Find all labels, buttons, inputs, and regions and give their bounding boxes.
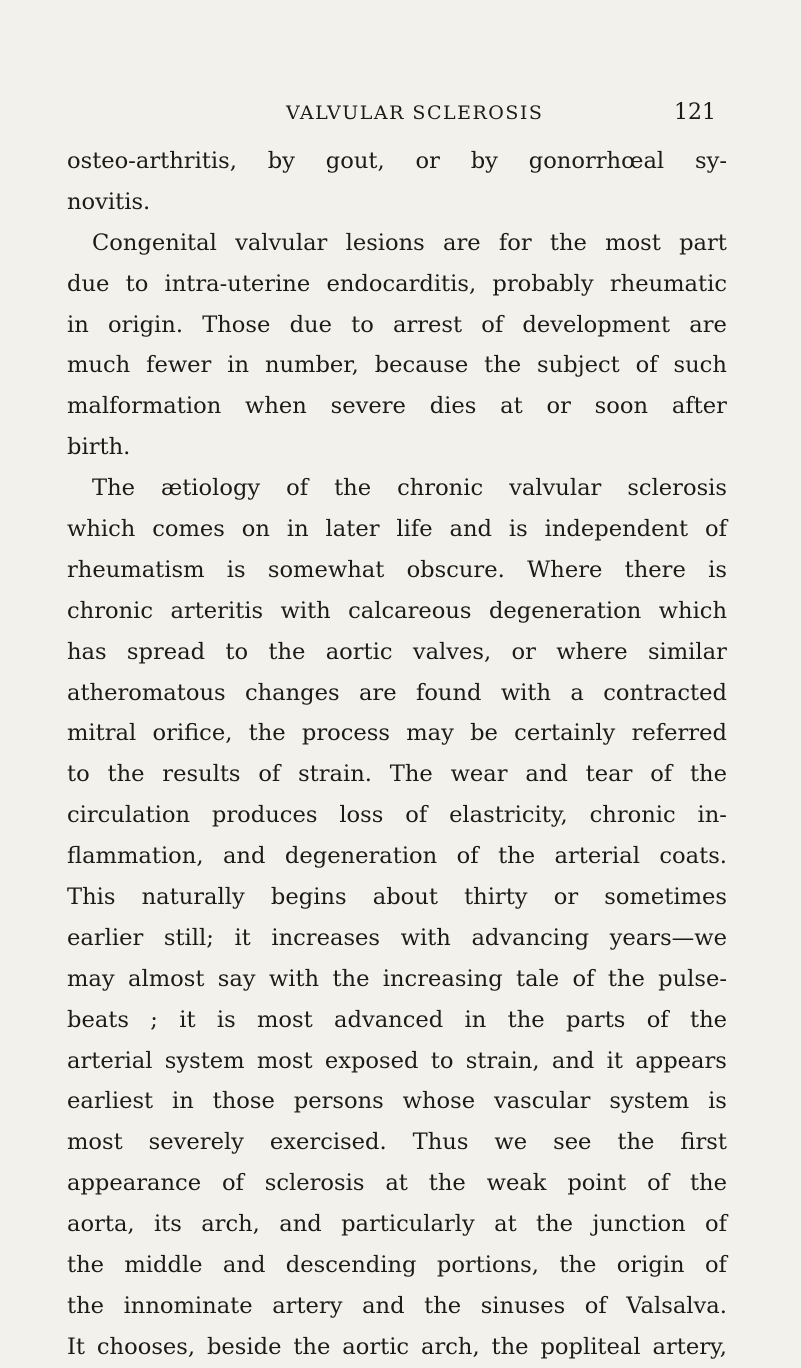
word: persons xyxy=(293,1088,384,1115)
word: arch, xyxy=(201,1211,260,1238)
body-text xyxy=(67,141,727,1368)
text-line xyxy=(67,1041,727,1082)
word: of xyxy=(646,1006,669,1033)
word: most xyxy=(605,229,661,256)
word: exposed xyxy=(324,1047,419,1074)
word: beside xyxy=(206,1333,282,1360)
word: the xyxy=(334,475,372,502)
word: its xyxy=(153,1211,182,1238)
word: degeneration xyxy=(488,597,642,624)
text-line xyxy=(67,468,727,509)
text-line xyxy=(67,141,727,182)
word: the xyxy=(484,352,522,379)
word: increases xyxy=(271,924,381,951)
word: the xyxy=(536,1211,574,1238)
word: the xyxy=(248,720,286,747)
word: innominate xyxy=(123,1292,253,1319)
word: appears xyxy=(635,1047,727,1074)
word: sclerosis xyxy=(264,1170,365,1197)
text-line xyxy=(67,427,727,468)
word: has xyxy=(67,638,107,665)
word: comes xyxy=(152,516,225,543)
word: is xyxy=(226,556,246,583)
word: coats. xyxy=(659,843,727,870)
word: by xyxy=(267,148,295,174)
word: the xyxy=(559,1252,597,1279)
text-line xyxy=(67,632,727,673)
word: of xyxy=(572,965,595,992)
text-line xyxy=(67,1204,727,1245)
word: most xyxy=(257,1006,313,1033)
word: subject xyxy=(537,352,620,379)
text-line xyxy=(67,182,727,223)
text-line xyxy=(67,509,727,550)
word: arterial xyxy=(554,843,640,870)
text-line xyxy=(67,264,727,305)
word: This xyxy=(67,884,116,911)
word: rheumatism xyxy=(67,556,205,583)
text-line xyxy=(67,673,727,714)
page-number: 121 xyxy=(674,100,716,125)
word: and xyxy=(525,761,568,788)
word: about xyxy=(372,884,438,911)
word: of xyxy=(647,1170,670,1197)
word: popliteal xyxy=(540,1333,641,1360)
word: at xyxy=(500,393,523,420)
word: severely xyxy=(148,1129,244,1156)
word: degeneration xyxy=(284,843,438,870)
word: circulation xyxy=(67,802,191,829)
word: independent xyxy=(544,516,689,543)
word: Valsalva. xyxy=(626,1292,727,1319)
word: found xyxy=(415,679,482,706)
word: see xyxy=(553,1129,592,1156)
word: in xyxy=(286,516,309,543)
word: valvular xyxy=(235,229,328,256)
word: calcareous xyxy=(348,597,472,624)
text-line xyxy=(67,1245,727,1286)
word: we xyxy=(494,1129,528,1156)
word: a xyxy=(570,679,584,706)
word: the xyxy=(424,1292,462,1319)
word: aortic xyxy=(325,638,393,665)
word: chronic xyxy=(67,597,154,624)
word: ; xyxy=(150,1006,158,1033)
word: the xyxy=(549,229,587,256)
word: tale xyxy=(516,965,560,992)
text-line xyxy=(67,1122,727,1163)
word: The xyxy=(92,475,135,502)
word: to xyxy=(225,638,249,665)
word: after xyxy=(671,393,727,420)
word: of xyxy=(456,843,479,870)
word: with xyxy=(400,924,451,951)
word: results xyxy=(162,761,241,788)
word: mitral xyxy=(67,720,137,747)
word: say xyxy=(217,965,256,992)
text-line xyxy=(67,550,727,591)
word: artery, xyxy=(652,1333,727,1360)
word: of xyxy=(221,1170,244,1197)
word: development xyxy=(522,311,671,338)
word: or xyxy=(546,393,571,420)
word: the xyxy=(617,1129,655,1156)
word: particularly xyxy=(341,1211,475,1238)
word: system xyxy=(609,1088,690,1115)
word: sclerosis xyxy=(627,475,727,502)
word: for xyxy=(498,229,532,256)
word: spread xyxy=(126,638,206,665)
word: contracted xyxy=(603,679,727,706)
text-line xyxy=(67,1081,727,1122)
word: much xyxy=(67,352,131,379)
word: chronic xyxy=(397,475,484,502)
word: of xyxy=(650,761,673,788)
word: Thus xyxy=(412,1129,469,1156)
word: certainly xyxy=(514,720,616,747)
word: dies xyxy=(429,393,477,420)
word: ætiology xyxy=(160,475,261,502)
word: orifice, xyxy=(152,720,233,747)
word: to xyxy=(430,1047,454,1074)
word: appearance xyxy=(67,1170,202,1197)
word: the xyxy=(689,1006,727,1033)
word: naturally xyxy=(141,884,245,911)
word: due xyxy=(67,270,110,297)
word: advanced xyxy=(334,1006,444,1033)
word: the xyxy=(507,1006,545,1033)
word: it xyxy=(606,1047,623,1074)
word: parts xyxy=(565,1006,626,1033)
running-head xyxy=(70,96,720,130)
word: such xyxy=(673,352,727,379)
word: origin xyxy=(616,1252,685,1279)
word: which xyxy=(658,597,727,624)
paragraph xyxy=(67,223,727,468)
word: fewer xyxy=(146,352,212,379)
word: exercised. xyxy=(269,1129,387,1156)
word: atheromatous xyxy=(67,679,226,706)
text-line xyxy=(67,1286,727,1327)
word: novitis. xyxy=(67,188,151,215)
text-line xyxy=(67,345,727,386)
word: strain. xyxy=(298,761,372,788)
text-line xyxy=(67,223,727,264)
word: are xyxy=(689,311,727,338)
text-line xyxy=(67,713,727,754)
text-line xyxy=(67,305,727,346)
word: strain, xyxy=(465,1047,540,1074)
word: junction xyxy=(592,1211,686,1238)
word: on xyxy=(241,516,270,543)
word: or xyxy=(511,638,536,665)
word: pulse- xyxy=(658,965,727,992)
word: with xyxy=(500,679,552,706)
word: malformation xyxy=(67,393,222,420)
word: most xyxy=(256,1047,313,1074)
word: gonorrhœal xyxy=(528,148,665,174)
word: the xyxy=(607,965,645,992)
word: because xyxy=(374,352,469,379)
word: years—we xyxy=(609,924,727,951)
word: by xyxy=(470,148,498,174)
word: aorta, xyxy=(67,1211,135,1238)
word: whose xyxy=(402,1088,476,1115)
word: first xyxy=(680,1129,727,1156)
word: of xyxy=(258,761,281,788)
word: chooses, xyxy=(96,1333,196,1360)
word: still; xyxy=(163,924,214,951)
word: of xyxy=(481,311,504,338)
word: process xyxy=(301,720,390,747)
paragraph xyxy=(67,468,727,1368)
word: endocarditis, xyxy=(326,270,477,297)
word: Those xyxy=(202,311,271,338)
word: vascular xyxy=(493,1088,591,1115)
word: arteritis xyxy=(170,597,264,624)
word: in xyxy=(67,311,89,338)
word: there xyxy=(624,556,686,583)
word: or xyxy=(415,148,440,174)
word: artery xyxy=(272,1292,343,1319)
word: and xyxy=(222,1252,266,1279)
word: produces xyxy=(211,802,318,829)
text-line xyxy=(67,795,727,836)
word: increasing xyxy=(382,965,503,992)
word: osteo-arthritis, xyxy=(67,148,237,174)
word: when xyxy=(245,393,307,420)
word: elastricity, xyxy=(449,802,568,829)
word: somewhat xyxy=(267,556,385,583)
word: referred xyxy=(631,720,727,747)
word: sy- xyxy=(694,148,727,174)
word: tear xyxy=(585,761,633,788)
word: due xyxy=(289,311,332,338)
word: It xyxy=(67,1333,86,1360)
word: of xyxy=(405,802,428,829)
word: sometimes xyxy=(604,884,727,911)
word: the xyxy=(689,761,727,788)
word: of xyxy=(286,475,309,502)
word: point xyxy=(567,1170,627,1197)
word: Congenital xyxy=(92,229,217,256)
word: probably xyxy=(492,270,594,297)
word: of xyxy=(584,1292,607,1319)
word: portions, xyxy=(436,1252,539,1279)
word: the xyxy=(428,1170,466,1197)
word: soon xyxy=(594,393,649,420)
word: severe xyxy=(330,393,406,420)
text-line xyxy=(67,1163,727,1204)
word: number, xyxy=(264,352,359,379)
word: earlier xyxy=(67,924,144,951)
word: it xyxy=(234,924,251,951)
word: life xyxy=(396,516,433,543)
word: and xyxy=(449,516,492,543)
word: is xyxy=(508,516,528,543)
word: arch, xyxy=(420,1333,480,1360)
word: in xyxy=(172,1088,194,1115)
word: lesions xyxy=(345,229,425,256)
word: in xyxy=(464,1006,487,1033)
word: almost xyxy=(128,965,205,992)
word: the xyxy=(268,638,306,665)
word: the xyxy=(689,1170,727,1197)
word: sinuses xyxy=(480,1292,566,1319)
word: those xyxy=(212,1088,275,1115)
word: to xyxy=(125,270,149,297)
word: intra-uterine xyxy=(164,270,311,297)
word: the xyxy=(67,1252,105,1279)
word: with xyxy=(280,597,331,624)
word: be xyxy=(470,720,498,747)
word: obscure. xyxy=(406,556,505,583)
word: and xyxy=(279,1211,322,1238)
word: in xyxy=(227,352,250,379)
text-line xyxy=(67,1000,727,1041)
word: chronic xyxy=(589,802,676,829)
word: the xyxy=(491,1333,529,1360)
word: thirty xyxy=(464,884,528,911)
word: the xyxy=(67,1292,105,1319)
word: changes xyxy=(244,679,340,706)
text-line xyxy=(67,959,727,1000)
word: or xyxy=(553,884,579,911)
running-title: VALVULAR SCLEROSIS xyxy=(286,102,544,124)
word: beats xyxy=(67,1006,129,1033)
word: part xyxy=(679,229,727,256)
word: later xyxy=(325,516,380,543)
word: valves, xyxy=(412,638,492,665)
word: are xyxy=(358,679,397,706)
word: system xyxy=(164,1047,245,1074)
word: and xyxy=(362,1292,405,1319)
word: similar xyxy=(647,638,727,665)
paragraph xyxy=(67,141,727,223)
word: is xyxy=(708,556,727,583)
word: middle xyxy=(124,1252,203,1279)
word: flammation, xyxy=(67,843,204,870)
word: and xyxy=(222,843,266,870)
word: the xyxy=(107,761,145,788)
word: in- xyxy=(697,802,727,829)
word: weak xyxy=(486,1170,547,1197)
word: descending xyxy=(285,1252,417,1279)
word: rheumatic xyxy=(609,270,727,297)
word: origin. xyxy=(107,311,184,338)
word: arterial xyxy=(67,1047,153,1074)
word: of xyxy=(635,352,658,379)
text-line xyxy=(67,754,727,795)
text-line xyxy=(67,918,727,959)
word: may xyxy=(406,720,454,747)
word: birth. xyxy=(67,434,131,461)
word: which xyxy=(67,516,136,543)
word: Where xyxy=(527,556,603,583)
word: is xyxy=(216,1006,236,1033)
word: the xyxy=(498,843,536,870)
word: earliest xyxy=(67,1088,154,1115)
word: the xyxy=(332,965,370,992)
word: may xyxy=(67,965,115,992)
word: to xyxy=(351,311,374,338)
word: at xyxy=(385,1170,408,1197)
word: and xyxy=(551,1047,595,1074)
word: to xyxy=(67,761,90,788)
word: the xyxy=(293,1333,331,1360)
word: are xyxy=(443,229,481,256)
word: The xyxy=(389,761,433,788)
text-line xyxy=(67,836,727,877)
word: gout, xyxy=(325,148,385,174)
text-line xyxy=(67,877,727,918)
word: where xyxy=(556,638,628,665)
word: it xyxy=(179,1006,196,1033)
text-line xyxy=(67,591,727,632)
word: arrest xyxy=(392,311,463,338)
word: is xyxy=(708,1088,727,1115)
word: of xyxy=(705,516,727,543)
word: of xyxy=(704,1211,727,1238)
word: wear xyxy=(450,761,508,788)
word: of xyxy=(704,1252,727,1279)
word: advancing xyxy=(471,924,590,951)
word: valvular xyxy=(509,475,602,502)
word: at xyxy=(494,1211,517,1238)
word: aortic xyxy=(342,1333,410,1360)
word: begins xyxy=(270,884,347,911)
text-line xyxy=(67,1327,727,1368)
word: with xyxy=(268,965,320,992)
word: most xyxy=(67,1129,123,1156)
word: loss xyxy=(339,802,384,829)
text-line xyxy=(67,386,727,427)
